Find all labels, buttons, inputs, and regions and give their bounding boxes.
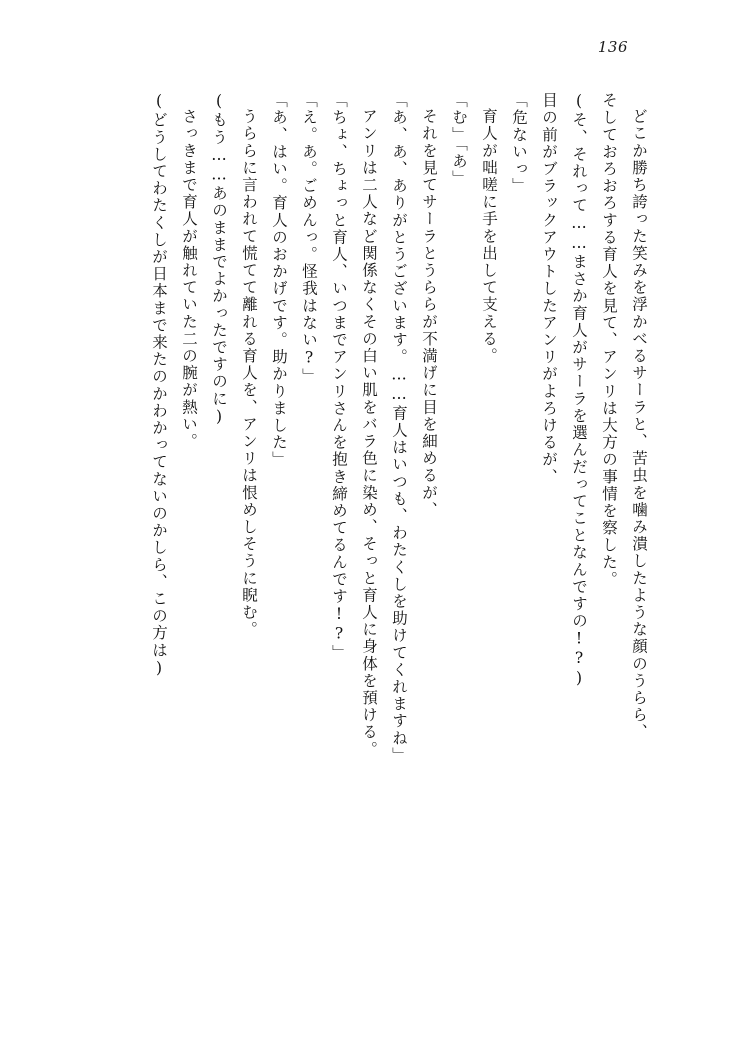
body-paragraph: どこか勝ち誇った笑みを浮かべるサーラと、苦虫を噛み潰したような顔のうらら、	[630, 107, 648, 741]
body-paragraph: 「危ないっ」	[510, 92, 528, 195]
body-paragraph: それを見てサーラとうららが不満げに目を細めるが、	[420, 107, 438, 518]
body-paragraph: 目の前がブラックアウトしたアンリがよろけるが、	[540, 92, 558, 486]
body-paragraph: 育人が咄嗟に手を出して支える。	[480, 107, 498, 364]
body-paragraph: そしておろおろする育人を見て、アンリは大方の事情を察した。	[600, 92, 618, 588]
body-paragraph: 「ちょ、ちょっと育人、いつまでアンリさんを抱き締めてるんです!?」	[330, 92, 348, 662]
page-number: 136	[597, 38, 628, 56]
body-paragraph: (そ、それって……まさか育人がサーラを選んだってことなんですの!?)	[570, 92, 588, 689]
body-paragraph: 「む」「あ」	[450, 92, 468, 187]
body-paragraph: 「え。あ。ごめんっ。怪我はない?」	[300, 92, 318, 386]
body-paragraph: 「あ、あ、ありがとうございます。……育人はいつも、わたくしを助けてくれますね」	[390, 92, 408, 764]
body-paragraph: アンリは二人など関係なくその白い肌をバラ色に染め、そっと育人に身体を預ける。	[360, 107, 378, 758]
body-paragraph: さっきまで育人が触れていた二の腕が熱い。	[180, 107, 198, 450]
page-body-text	[82, 92, 654, 977]
body-paragraph: うららに言われて慌てて離れる育人を、アンリは恨めしそうに睨む。	[240, 107, 258, 638]
body-paragraph: 「あ、はい。育人のおかげです。助かりました」	[270, 92, 288, 469]
body-paragraph: (もう……あのままでよかったですのに)	[210, 92, 228, 427]
body-paragraph: (どうしてわたくしが日本まで来たのかわかってないのかしら、この方は)	[150, 92, 168, 679]
